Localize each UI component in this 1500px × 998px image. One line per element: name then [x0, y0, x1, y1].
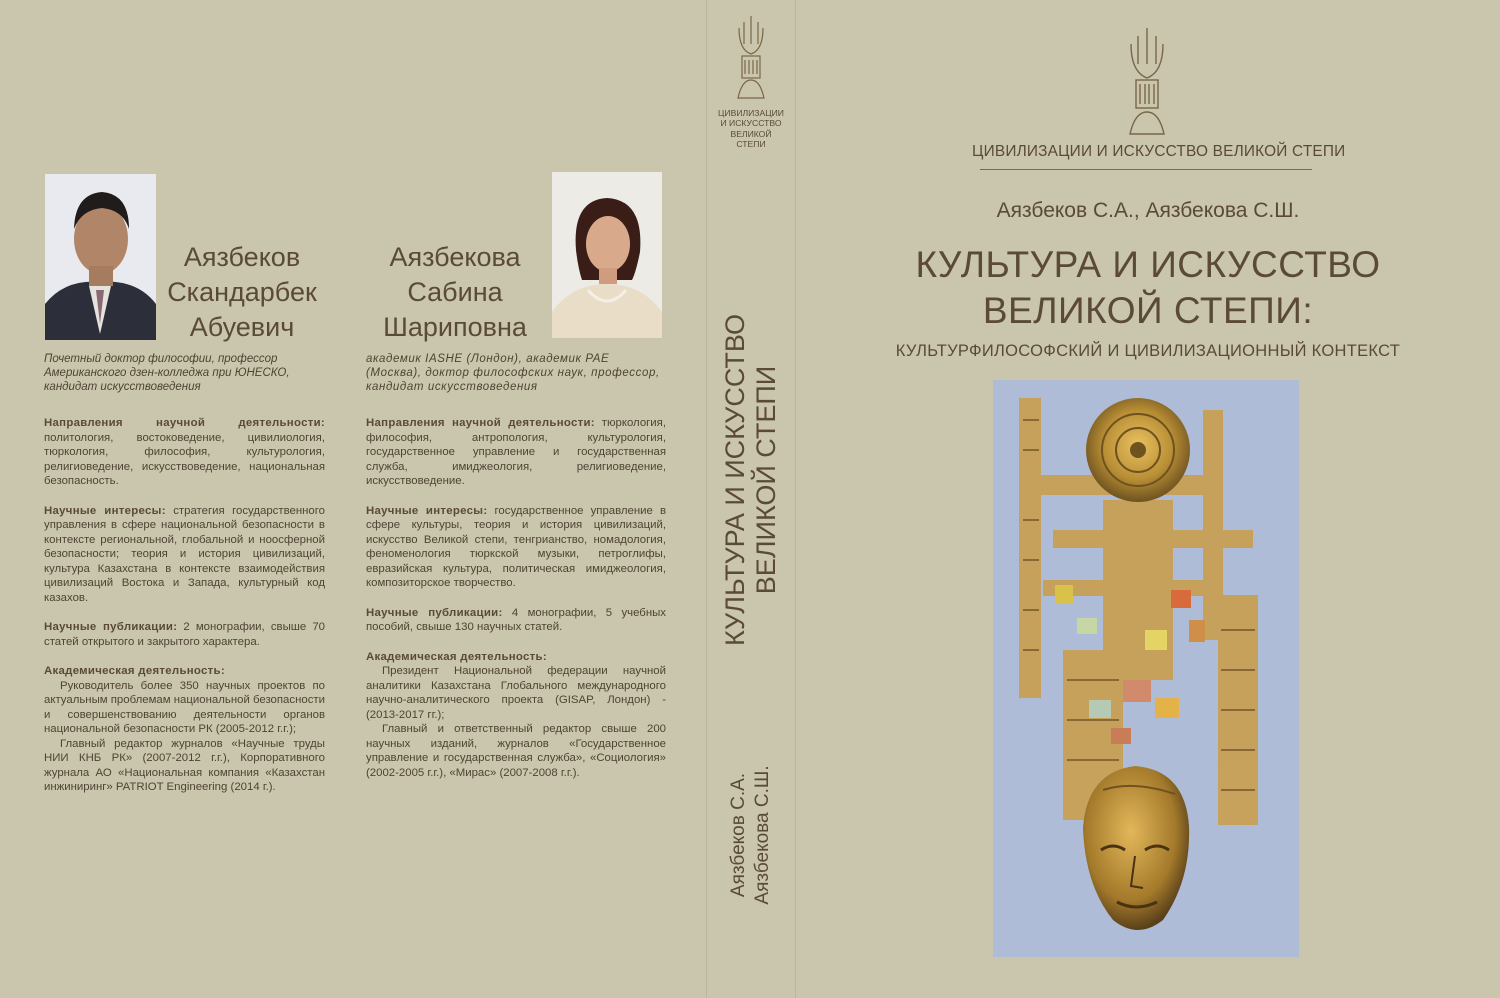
book-title-line: ВЕЛИКОЙ СТЕПИ: — [982, 290, 1314, 331]
book-subtitle: КУЛЬТУРФИЛОСОФСКИЙ И ЦИВИЛИЗАЦИОННЫЙ КОНТЕКСТ — [895, 342, 1401, 360]
spine-series-line: ЦИВИЛИЗАЦИИ — [718, 108, 784, 118]
spine-author-line: Аязбекова С.Ш. — [752, 765, 773, 905]
author2-name-line: Шариповна — [383, 312, 527, 342]
author2-credentials: академик IASHE (Лондон), академик РАЕ (Москва), доктор философских наук, профессор, кандидат искусствоведения — [366, 353, 660, 393]
back-cover — [0, 0, 706, 998]
author2-photo — [552, 172, 662, 338]
author2-name-line: Сабина — [407, 277, 503, 307]
author1-name — [160, 240, 324, 345]
spine-series-line: И ИСКУССТВО — [720, 118, 782, 129]
spine-title — [720, 314, 782, 646]
author2-name-line: Аязбекова — [389, 242, 521, 272]
cover-painting — [993, 380, 1299, 957]
author1-credentials: Почетный доктор философии, профессор Американского дзен-колледжа при ЮНЕСКО, кандидат искусствоведения — [44, 353, 290, 393]
series-divider — [980, 169, 1312, 170]
spine-series-line: СТЕПИ — [736, 139, 766, 150]
front-cover — [796, 0, 1500, 998]
author1-name-line: Скандарбек — [167, 277, 317, 307]
author2-name — [370, 240, 540, 345]
author2-interests: Научные интересы: государственное управление в сфере культуры, теория и история цивилизаций, искусство Великой степи, тенгрианство, номадология, феноменология тюркской музыки, петроглифы, евразийская культура, политическая имиджеология, композиторское творчество. — [366, 504, 667, 589]
spine-author-line: Аязбеков С.А. — [728, 772, 749, 898]
author2-publications: Научные публикации: 4 монографии, 5 учебных пособий, свыше 130 научных статей. — [366, 606, 666, 633]
author2-bio — [366, 352, 666, 780]
spine — [706, 0, 796, 998]
author1-academic-p2: Главный редактор журналов «Научные труды НИИ КНБ РК» (2007-2012 г.г.), Корпоративного журнала АО «Национальная компания «Казахстан инжиниринг» PATRIOT Engineering (2014 г.). — [44, 737, 325, 793]
spine-title-line: ВЕЛИКОЙ СТЕПИ — [751, 365, 781, 595]
author1-publications: Научные публикации: 2 монографии, свыше 70 статей открытого и закрытого характера. — [44, 621, 325, 648]
spine-series — [707, 108, 795, 150]
author1-photo — [45, 174, 156, 340]
author1-interests: Научные интересы: стратегия государственного управления в сфере национальной безопасности в контексте региональной, глобальной и ноосферной безопасности; теория и история цивилизаций, культура Казахстана в контексте взаимодействия цивилизаций Востока и Запада, культурный код казахов. — [44, 504, 325, 604]
book-title-line: КУЛЬТУРА И ИСКУССТВО — [915, 244, 1381, 285]
author1-name-line: Абуевич — [189, 312, 295, 342]
authors: Аязбеков С.А., Аязбекова С.Ш. — [996, 199, 1300, 222]
author2-academic-p2: Главный и ответственный редактор свыше 200 научных изданий, журналов «Государственное управление и государственная служба», «Социология» (2002-2005 г.г.), «Мирас» (2007-2008 г.г.). — [366, 723, 666, 779]
spine-series-line: ВЕЛИКОЙ — [730, 128, 772, 139]
author1-name-line: Аязбеков — [183, 242, 301, 272]
author2-academic-p1: Президент Национальной федерации научной аналитики Казахстана Глобального международного научно-аналитического проекта (GISAP, Лондон) - (2013-2017 гг.); — [366, 665, 666, 721]
spine-authors — [727, 765, 775, 904]
book-title — [796, 242, 1500, 334]
emblem-icon — [1128, 26, 1166, 136]
author1-directions: Направления научной деятельности: политология, востоковедение, цивилиология, тюркология, философия, культурология, религиоведение, искусствоведение, национальная безопасность. — [44, 417, 325, 487]
author1-bio — [44, 352, 325, 795]
author2-directions: Направления научной деятельности: тюркология, философия, антропология, культурология, государственное управление и государственная служба, имиджеология, религиоведение, искусствоведение. — [366, 417, 667, 487]
author2-academic: Академическая деятельность: Президент Национальной федерации научной аналитики Казахстана Глобального международного научно-аналитического проекта (GISAP, Лондон) - (2013-2017 гг.); Главный и ответственный редактор свыше 200 научных изданий, журналов «Государственное управление и государственная служба», «Социология» (2002-2005 г.г.), «Мирас» (2007-2008 г.г.). — [366, 650, 666, 779]
author1-academic: Академическая деятельность: Руководитель более 350 научных проектов по актуальным проблемам национальной безопасности и совершенствованию деятельности органов национальной безопасности РК (2005-2012 г.г.); Главный редактор журналов «Научные труды НИИ КНБ РК» (2007-2012 г.г.), Корпоративного журнала АО «Национальная компания «Казахстан инжиниринг» PATRIOT Engineering (2014 г.). — [44, 665, 325, 793]
author1-academic-p1: Руководитель более 350 научных проектов по актуальным проблемам национальной безопасности и совершенствованию деятельности органов национальной безопасности РК (2005-2012 г.г.); — [44, 679, 325, 735]
spine-title-line: КУЛЬТУРА И ИСКУССТВО — [720, 313, 750, 647]
emblem-icon — [736, 14, 766, 100]
series-title: ЦИВИЛИЗАЦИИ И ИСКУССТВО ВЕЛИКОЙ СТЕПИ — [972, 143, 1346, 160]
